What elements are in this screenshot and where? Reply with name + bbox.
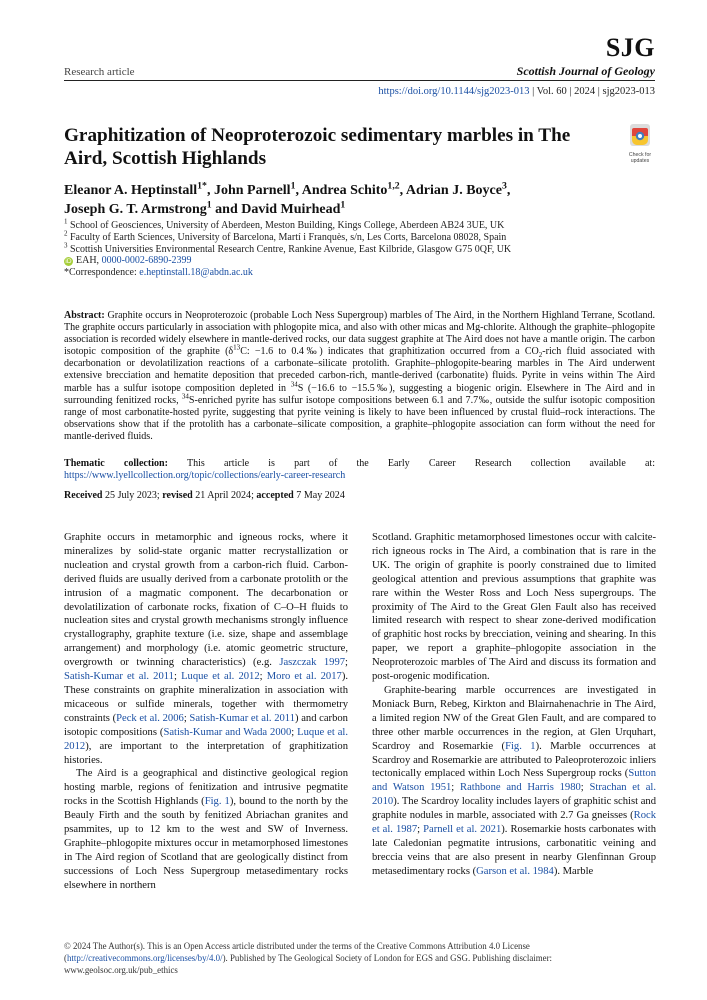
- author-name: John Parnell: [213, 183, 291, 198]
- body-paragraph: The Aird is a geographical and distinctive geological region hosting marble, regions of fenitization and intrusive pegmatite rocks in the Scottish Highlands (Fig. 1), bound to the north by the Beauly Firth and the south by fenitized Abriachan granites and psammites, up to 12 km to the west and SW of Inverness. Graphite–phlogopite mixtures occur in metamorphosed limestones in The Aird region of Scotland that are geologically distinct from successions of Loch Ness Supergroup metasedimentary rocks elsewhere in northern: [64, 768, 348, 891]
- author-affil-mark: 1,2: [387, 180, 400, 192]
- body-paragraph: Graphite occurs in metamorphic and igneous rocks, where it mineralizes by solid-state organic matter recrystallization or nucleation and crystal growth from a carbon-rich fluid. Carbon-derived fluids are usually derived from a carbonate protolith or the intrusion of a magmatic component. The decarbonation or devolatilization of carbonate rocks, fixation of C–O–H fluids to nucleation sites and crystal growth mechanisms strongly influence crystallography, graphite texture (i.e. size, shape and assemblage arrangement) and morphology (i.e. atomic geometric structure, overgrowth or twinning characteristics) (e.g. Jaszczak 1997; Satish-Kumar et al. 2011; Luque et al. 2012; Moro et al. 2017). These constraints on graphite mineralization in association with micaceous or sulfide minerals, together with thermometry constraints (Peck et al. 2006; Satish-Kumar et al. 2011) and carbon isotopic compositions (Satish-Kumar and Wada 2000; Luque et al. 2012), are important to the interpretation of graphitization histories.: [64, 532, 349, 766]
- thematic-collection-link[interactable]: https://www.lyellcollection.org/topic/collections/early-career-research: [64, 470, 346, 482]
- affiliation-3: $^3$ Scottish Universities Environmental Research Centre, Rankine Avenue, East Kilbride, Glasgow G75 0QF, UK: [64, 241, 512, 255]
- orcid-line: iD EAH, 0000-0002-6890-2399: [65, 255, 192, 267]
- citation-link[interactable]: Rathbone and Harris 1980: [460, 782, 581, 794]
- citation-link[interactable]: Luque et al. 2012: [181, 671, 260, 683]
- body-column-left: [64, 531, 348, 893]
- citation-link[interactable]: Satish-Kumar et al. 2011: [64, 671, 174, 683]
- thematic-label: Thematic collection:: [64, 458, 168, 469]
- crossmark-label-2: updates: [630, 157, 650, 164]
- doi-link[interactable]: https://doi.org/10.1144/sjg2023-013: [378, 86, 530, 97]
- author-affil-mark: 1: [340, 199, 346, 211]
- figure-link[interactable]: Fig. 1: [505, 740, 536, 752]
- citation-link[interactable]: Luque et al. 2012: [64, 726, 349, 752]
- correspondence-email-link[interactable]: e.heptinstall.18@abdn.ac.uk: [139, 267, 253, 279]
- affiliations: [64, 217, 512, 279]
- citation-link[interactable]: Sutton and Watson 1951: [372, 768, 656, 794]
- volume-info: | Vol. 60 | 2024 | sjg2023-013: [529, 86, 655, 97]
- citation-link[interactable]: Peck et al. 2006: [116, 712, 184, 724]
- author-name: David Muirhead: [241, 202, 341, 217]
- journal-code: SJG: [605, 33, 655, 62]
- author-name: Joseph G. T. Armstrong: [64, 202, 207, 217]
- body-column-right: [372, 531, 656, 879]
- abstract-label: Abstract:: [64, 310, 105, 321]
- body-paragraph: Graphite-bearing marble occurrences are investigated in Moniack Burn, Rebeg, Kirkton and Blairnahenachrie in The Aird, a limited region NW of the Great Glen Fault, and are compared to three other marble occurrences in the region, at Glen Urquhart, Scardroy and Rosemarkie (Fig. 1). Marble occurrences at Scardroy and Rosemarkie are attributed to Paleoproterozoic inliers tectonically emplaced within Loch Ness Supergroup rocks (Sutton and Watson 1951; Rathbone and Harris 1980; Strachan et al. 2010). The Scardroy locality includes layers of graphitic schist and graphite nodules in marble, associated with 2.7 Ga gneisses (Rock et al. 1987; Parnell et al. 2021). Rosemarkie hosts carbonates with late Caledonian pegmatite intrusions, carbonatitic veining and breccia veins that are also present in nearby Glenfinnan Group metasedimentary rocks (Garson et al. 1984). Marble: [372, 684, 656, 877]
- header-rule: [64, 80, 655, 81]
- citation-link[interactable]: Parnell et al. 2021: [423, 824, 502, 836]
- figure-link[interactable]: Fig. 1: [204, 796, 230, 808]
- citation-link[interactable]: Jaszczak 1997: [279, 657, 346, 669]
- citation-link[interactable]: Rock et al. 1987: [372, 810, 656, 836]
- author-affil-mark: 1*: [197, 180, 207, 192]
- author-affil-mark: 1: [290, 180, 296, 192]
- license-footer: © 2024 The Author(s). This is an Open Access article distributed under the terms of the Creative Commons Attribution 4.0 License (http://creativecommons.org/licenses/by/4.0/). Published by The Geological Society of London for EGS and GSG. Publishing disclaimer: www.geolsoc.org.uk/pub_ethics: [64, 941, 552, 975]
- abstract: Abstract: Graphite occurs in Neoproterozoic (probable Loch Ness Supergroup) marbles of The Aird, in the Northern Highland Terrane, Scotland. The graphite occurs particularly in association with phlogopite mica, and also with other micas and Mg-chlorite. Although the graphite–phlogopite association is recorded widely elsewhere in mantle-derived rocks, our data suggest graphite at The Aird does not have a mantle origin. The carbon isotopic composition of the graphite ($\delta^{13}C$: −1.6 to 0.4‰) indicates that graphitization occurred from a $CO_2$-rich fluid associated with decarbonation or devolatilization reactions of a carbonate–silicate protolith. Graphite–phlogopite-bearing marbles in The Aird underwent extensive brecciation and hematite deposition that preceded carbon-rich, mantle-derived (carbonatite) fluids. Pyrite in veins within The Aird marble has a sulfur isotope composition depleted in $^{34}$S (−16.6 to −15.5‰), suggesting a biogenic origin. Elsewhere in The Aird and in surrounding fenitized rocks, $^{34}$S-enriched pyrite has sulfur isotope compositions between 6.1 and 7.7‰, outside the sulfur isotopic composition range of most carbonatite-hosted pyrite, suggesting that pyrite veining is likely to have been influenced by crustal fluid–rock interactions. The observations show that if the protolith has a carbonate–silicate composition, a graphite–phlogopite association can form without the need for mantle-derived fluids.: [64, 310, 656, 442]
- check-for-updates-badge[interactable]: [625, 124, 655, 164]
- correspondence-line: *Correspondence: e.heptinstall.18@abdn.ac.uk: [64, 267, 253, 279]
- citation-link[interactable]: Satish-Kumar et al. 2011: [189, 712, 295, 724]
- author-name: Adrian J. Boyce: [405, 183, 502, 198]
- body-paragraph: Scotland. Graphitic metamorphosed limestones occur with calcite-rich igneous rocks in The Aird, a combination that is rare in the UK. The origin of graphite is poorly constrained due to limited geological attention and previous assumptions that graphite was rare within the Wester Ross and Loch Ness supergroups. The proximity of The Aird to the Great Glen Fault also has received limited research with respect to shear zone-derived modification of graphitic host rocks by brecciation, veining and shearing. In this paper, we report a graphite–phlogopite association in the Neoproterozoic marbles of The Aird and discuss its formation and post-orogenic modification.: [372, 532, 656, 683]
- thematic-collection: Thematic collection: This article is part of the Early Career Research collection available at: https://www.lyellcollection.org/topic/collections/early-career-research: [64, 458, 655, 482]
- author-name: Andrea Schito: [301, 183, 388, 198]
- author-affil-mark: 1: [206, 199, 212, 211]
- crossmark-icon: [625, 124, 655, 148]
- orcid-link[interactable]: 0000-0002-6890-2399: [101, 255, 192, 267]
- citation-link[interactable]: Garson et al. 1984: [476, 865, 554, 877]
- affiliation-2: $^2$ Faculty of Earth Sciences, University of Barcelona, Martí i Franquès, s/n, Les Corts, Barcelona 08028, Spain: [64, 229, 507, 243]
- affiliation-1: $^1$ School of Geosciences, University of Aberdeen, Meston Building, Kings College, Aberdeen AB24 3UE, UK: [64, 217, 505, 231]
- article-dates: Received 25 July 2023; revised 21 April 2024; accepted 7 May 2024: [64, 490, 345, 501]
- citation-link[interactable]: Satish-Kumar and Wada 2000: [163, 726, 292, 738]
- doi-line: [378, 86, 655, 97]
- citation-link[interactable]: Strachan et al. 2010: [372, 782, 656, 808]
- section-label: Research article: [64, 66, 135, 78]
- author-name: Eleanor A. Heptinstall: [64, 183, 198, 198]
- journal-name: Scottish Journal of Geology: [516, 64, 655, 78]
- citation-link[interactable]: Moro et al. 2017: [266, 671, 342, 683]
- orcid-icon: iD: [65, 258, 72, 266]
- article-title: Graphitization of Neoproterozoic sedimentary marbles in The Aird, Scottish Highlands: [64, 125, 571, 169]
- author-affil-mark: 3: [501, 180, 507, 192]
- license-link[interactable]: http://creativecommons.org/licenses/by/4.0/: [66, 952, 223, 963]
- crossmark-label-1: Check for: [628, 152, 652, 158]
- author-list: Eleanor A. Heptinstall$^{1*}$, John Parnell$^1$, Andrea Schito$^{1,2}$, Adrian J. Boyce$^3$, Joseph G. T. Armstrong$^1$ and David Muirhead$^1$: [64, 180, 511, 217]
